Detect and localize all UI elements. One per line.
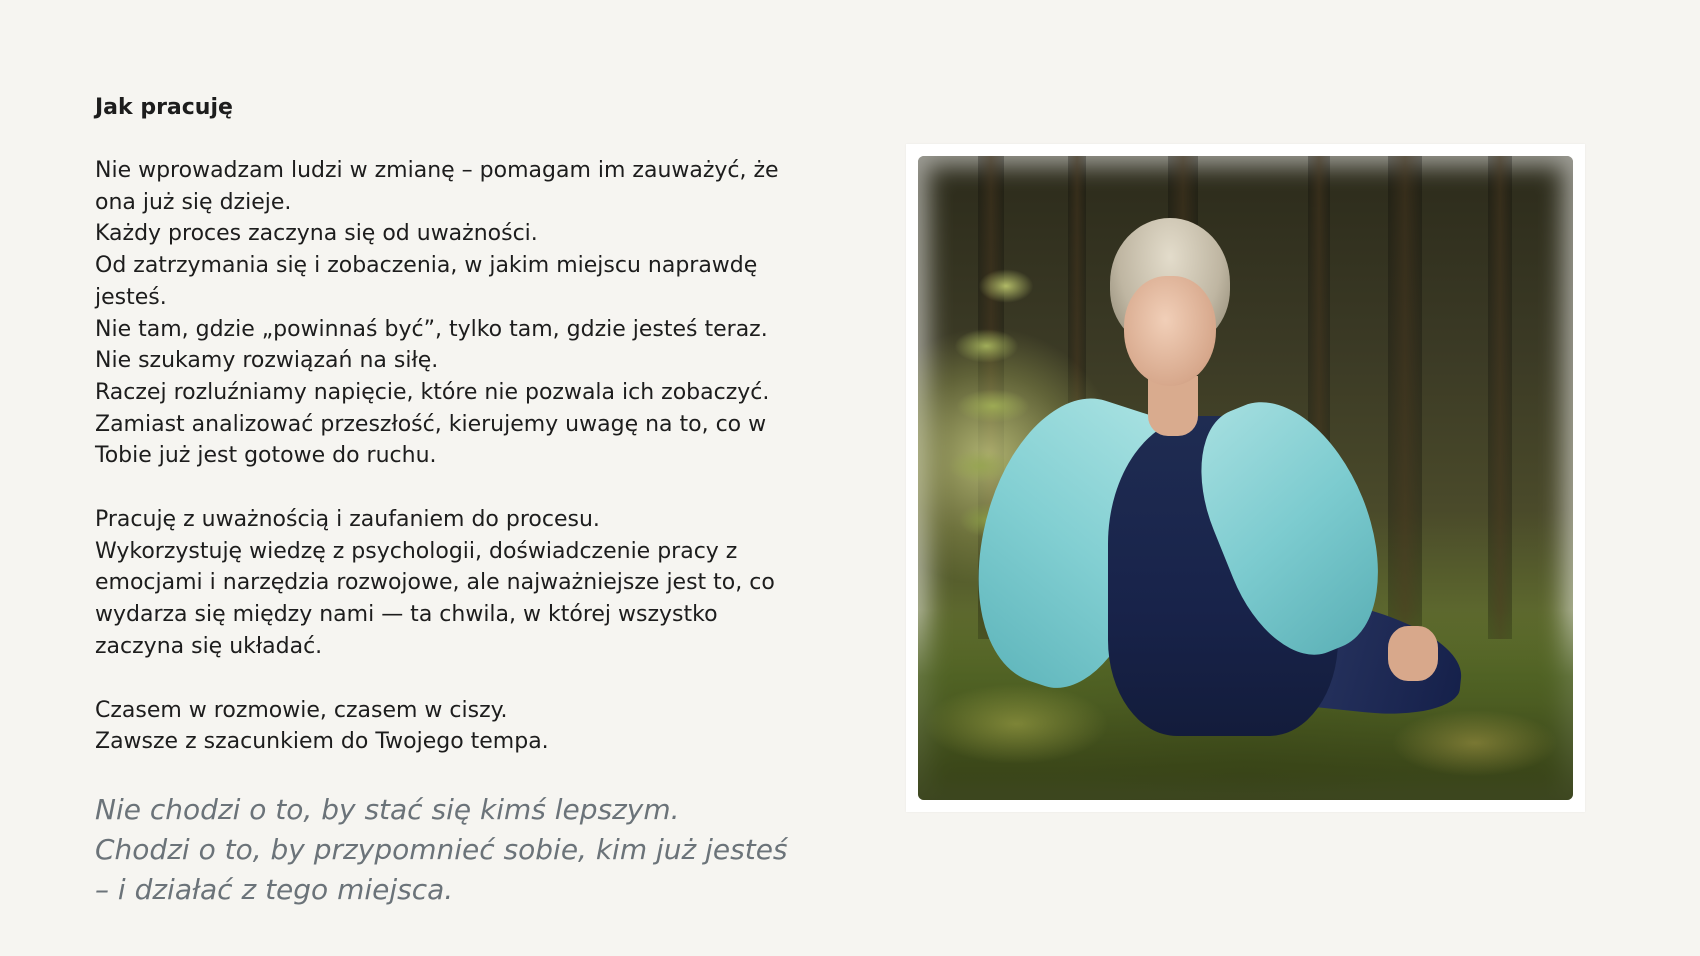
text-line: Nie tam, gdzie „powinnaś być”, tylko tam, gdzie jesteś teraz. xyxy=(95,316,768,342)
text-line: Od zatrzymania się i zobaczenia, w jakim miejscu naprawdę xyxy=(95,253,758,279)
face xyxy=(1124,276,1216,386)
paragraph-3 xyxy=(95,695,775,758)
paragraph-1 xyxy=(95,155,779,472)
paragraph-2 xyxy=(95,504,775,663)
text-line: Czasem w rozmowie, czasem w ciszy. xyxy=(95,697,508,723)
hand xyxy=(1388,626,1438,681)
quote-line: Chodzi o to, by przypomnieć sobie, kim już jesteś xyxy=(95,832,788,866)
text-line: wydarza się między nami — ta chwila, w której wszystko xyxy=(95,602,718,628)
portrait-photo xyxy=(918,156,1573,800)
text-line: Raczej rozluźniamy napięcie, które nie pozwala ich zobaczyć. xyxy=(95,379,770,405)
section-heading: Jak pracuję xyxy=(95,95,233,120)
tree-trunk xyxy=(1388,156,1422,639)
text-line: Zamiast analizować przeszłość, kierujemy uwagę na to, co w xyxy=(95,411,767,437)
text-line: zaczyna się układać. xyxy=(95,633,323,659)
text-column xyxy=(95,92,788,910)
text-line: Wykorzystuję wiedzę z psychologii, doświadczenie pracy z xyxy=(95,538,738,564)
quote xyxy=(95,790,788,910)
tree-trunk xyxy=(1488,156,1512,639)
text-line: jesteś. xyxy=(95,284,167,310)
text-line: emocjami i narzędzia rozwojowe, ale najważniejsze jest to, co xyxy=(95,570,775,596)
text-line: Każdy proces zaczyna się od uważności. xyxy=(95,221,538,247)
text-line: Zawsze z szacunkiem do Twojego tempa. xyxy=(95,729,549,755)
text-line: Nie szukamy rozwiązań na siłę. xyxy=(95,348,439,374)
quote-line: – i działać z tego miejsca. xyxy=(95,872,454,906)
text-line: Pracuję z uważnością i zaufaniem do procesu. xyxy=(95,507,600,533)
quote-line: Nie chodzi o to, by stać się kimś lepszym. xyxy=(95,792,680,826)
photo-frame xyxy=(906,144,1585,812)
text-line: ona już się dzieje. xyxy=(95,189,292,215)
text-line: Tobie już jest gotowe do ruchu. xyxy=(95,443,437,469)
text-line: Nie wprowadzam ludzi w zmianę – pomagam im zauważyć, że xyxy=(95,158,779,183)
